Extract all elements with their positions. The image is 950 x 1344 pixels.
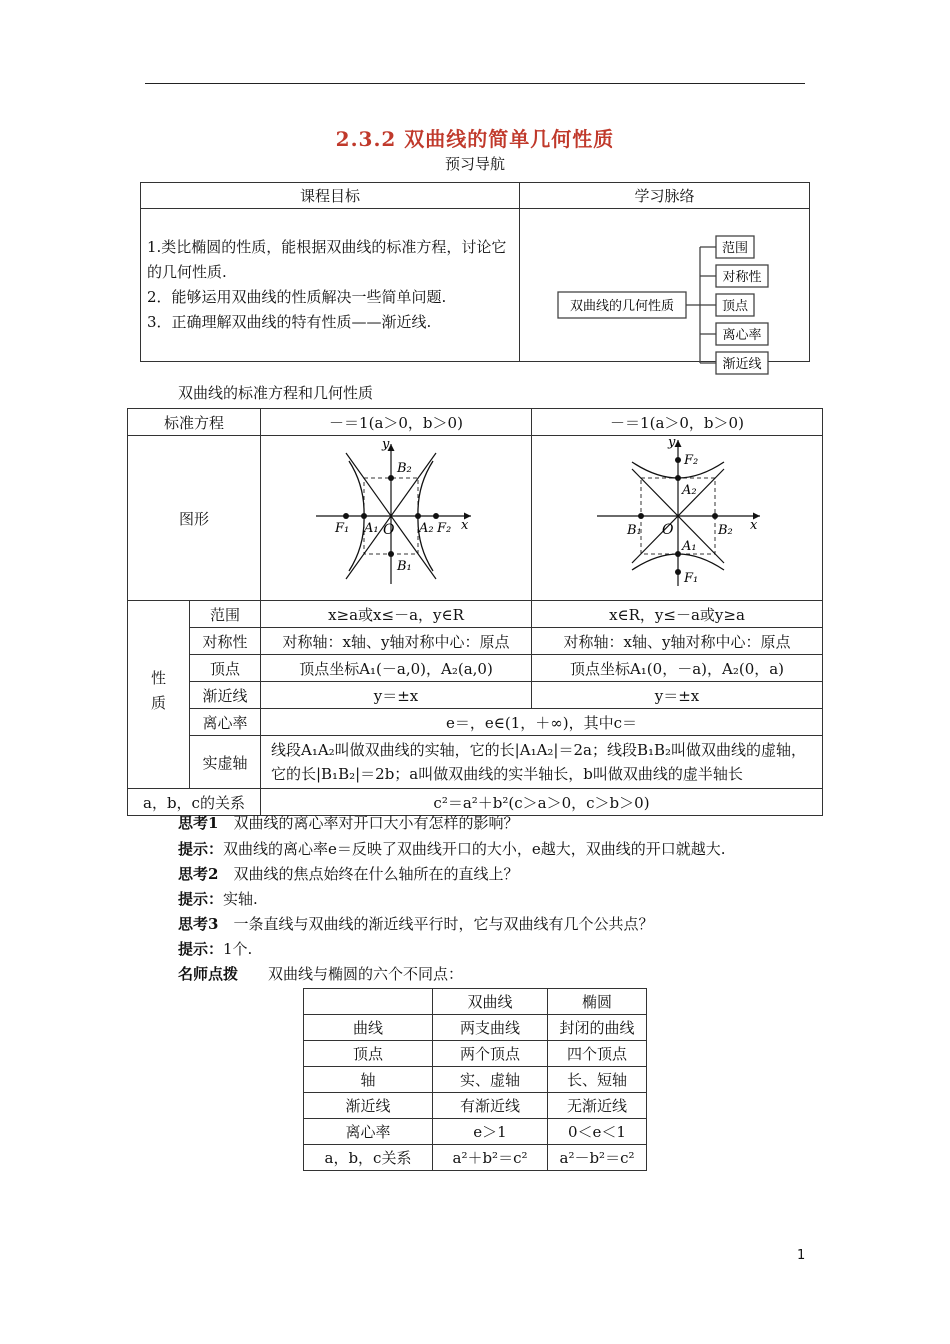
cmp-cell: 0＜e＜1 [548,1119,647,1145]
row-label: 顶点 [190,655,261,682]
hyperbola-y-figure [532,436,822,596]
relation-label: a，b，c的关系 [128,789,261,816]
cmp-header-blank [304,989,433,1015]
hint-1: 提示：双曲线的离心率e＝反映了双曲线开口的大小，e越大，双曲线的开口就越大. [178,840,726,858]
row-right: 对称轴：x轴、y轴对称中心：原点 [532,628,823,655]
svg-text:A₂: A₂ [418,521,434,536]
row-left: y＝±x [260,682,531,709]
std-eq-label: 标准方程 [128,409,261,436]
svg-text:B₁: B₁ [627,523,642,538]
svg-text:对称性: 对称性 [722,270,762,285]
axis-value: 线段A₁A₂叫做双曲线的实轴，它的长|A₁A₂|＝2a；线段B₁B₂叫做双曲线的虚轴，它的长|B₁B₂|＝2b；a叫做双曲线的实半轴长，b叫做双曲线的虚半轴长 [260,736,822,789]
ecc-label: 离心率 [190,709,261,736]
svg-text:F₂: F₂ [684,453,699,468]
mindmap-item-1 [700,236,754,258]
cmp-cell: 长、短轴 [548,1067,647,1093]
hint-2: 提示：实轴. [178,890,258,908]
page-title: 2.3.2 双曲线的简单几何性质 [335,127,615,151]
cmp-cell: 轴 [304,1067,433,1093]
table-caption: 双曲线的标准方程和几何性质 [178,384,374,402]
svg-text:B₂: B₂ [396,461,412,476]
think-2: 思考2 双曲线的焦点始终在什么轴所在的直线上？ [178,865,519,883]
svg-text:离心率: 离心率 [722,328,762,343]
row-right: x∈R，y≤－a或y≥a [532,601,823,628]
think-1: 思考1 双曲线的离心率对开口大小有怎样的影响？ [178,814,519,832]
svg-text:O: O [662,522,674,538]
axis-label: 实虚轴 [190,736,261,789]
svg-text:A₂: A₂ [682,483,697,498]
cmp-header-hyperbola: 双曲线 [433,989,548,1015]
goal-1: 1.类比椭圆的性质，能根据双曲线的标准方程，讨论它的几何性质. [147,238,507,281]
svg-text:y: y [381,437,390,452]
cmp-cell: 四个顶点 [548,1041,647,1067]
cmp-cell: 无渐近线 [548,1093,647,1119]
page-number: 1 [797,1248,806,1263]
relation-value: c²＝a²＋b²(c＞a＞0，c＞b＞0) [260,789,822,816]
cmp-cell: 渐近线 [304,1093,433,1119]
mindmap-item-4 [700,323,768,345]
mindmap [520,209,806,372]
cmp-cell: a²＋b²＝c² [433,1145,548,1171]
goal-3: 3．正确理解双曲线的特有性质——渐近线. [147,313,432,331]
row-label: 对称性 [190,628,261,655]
cmp-cell: 两支曲线 [433,1015,548,1041]
svg-text:F₂: F₂ [436,521,452,536]
svg-text:F₁: F₁ [334,521,350,536]
svg-text:A₁: A₁ [363,521,379,536]
figure-right-cell [532,436,823,601]
svg-text:B₁: B₁ [396,559,412,574]
cmp-cell: 曲线 [304,1015,433,1041]
row-right: y＝±x [532,682,823,709]
goals-header: 课程目标 [141,183,520,209]
cmp-cell: a²－b²＝c² [548,1145,647,1171]
svg-text:顶点: 顶点 [721,299,749,314]
row-left: 顶点坐标A₁(－a,0)，A₂(a,0) [260,655,531,682]
cmp-cell: 离心率 [304,1119,433,1145]
cmp-cell: 两个顶点 [433,1041,548,1067]
row-label: 范围 [190,601,261,628]
ecc-value: e＝，e∈(1，＋∞)，其中c＝ [260,709,822,736]
svg-text:x: x [750,518,758,533]
cmp-cell: 实、虚轴 [433,1067,548,1093]
think-3: 思考3 一条直线与双曲线的渐近线平行时，它与双曲线有几个公共点？ [178,915,654,933]
cmp-header-ellipse: 椭圆 [548,989,647,1015]
hyperbola-x-figure [261,436,531,596]
row-right: 顶点坐标A₁(0，－a)，A₂(0，a) [532,655,823,682]
map-header: 学习脉络 [520,183,810,209]
group-label: 性质 [128,601,190,789]
svg-text:范围: 范围 [721,241,749,256]
mindmap-item-2 [700,265,768,287]
cmp-cell: 有渐近线 [433,1093,548,1119]
cmp-cell: e＞1 [433,1119,548,1145]
row-left: 对称轴：x轴、y轴对称中心：原点 [260,628,531,655]
row-label: 渐近线 [190,682,261,709]
mindmap-root: 双曲线的几何性质 [569,299,675,314]
goal-2: 2．能够运用双曲线的性质解决一些简单问题. [147,288,447,306]
teacher-tip: 名师点拨 双曲线与椭圆的六个不同点： [178,965,464,983]
svg-text:x: x [460,518,469,533]
svg-text:y: y [668,435,676,450]
cmp-cell: 封闭的曲线 [548,1015,647,1041]
figure-left-cell [260,436,531,601]
std-eq-left: －＝1(a＞0，b＞0) [260,409,531,436]
mindmap-cell [520,209,810,372]
svg-text:B₂: B₂ [718,523,733,538]
goals-table [140,182,810,372]
svg-text:A₁: A₁ [682,539,697,554]
row-left: x≥a或x≤－a，y∈R [260,601,531,628]
svg-text:F₁: F₁ [684,571,699,586]
comparison-table [303,988,647,1171]
std-eq-right: －＝1(a＞0，b＞0) [532,409,823,436]
goals-cell [141,209,520,362]
svg-text:O: O [382,522,395,538]
cmp-cell: a，b，c关系 [304,1145,433,1171]
mindmap-item-5 [700,352,768,374]
mindmap-item-3 [700,294,754,316]
svg-text:渐近线: 渐近线 [722,357,762,372]
hint-3: 提示：1个. [178,940,253,958]
properties-table [127,408,823,816]
header-rule [145,83,805,84]
figure-label: 图形 [128,436,261,601]
cmp-cell: 顶点 [304,1041,433,1067]
page-subtitle: 预习导航 [444,155,505,173]
